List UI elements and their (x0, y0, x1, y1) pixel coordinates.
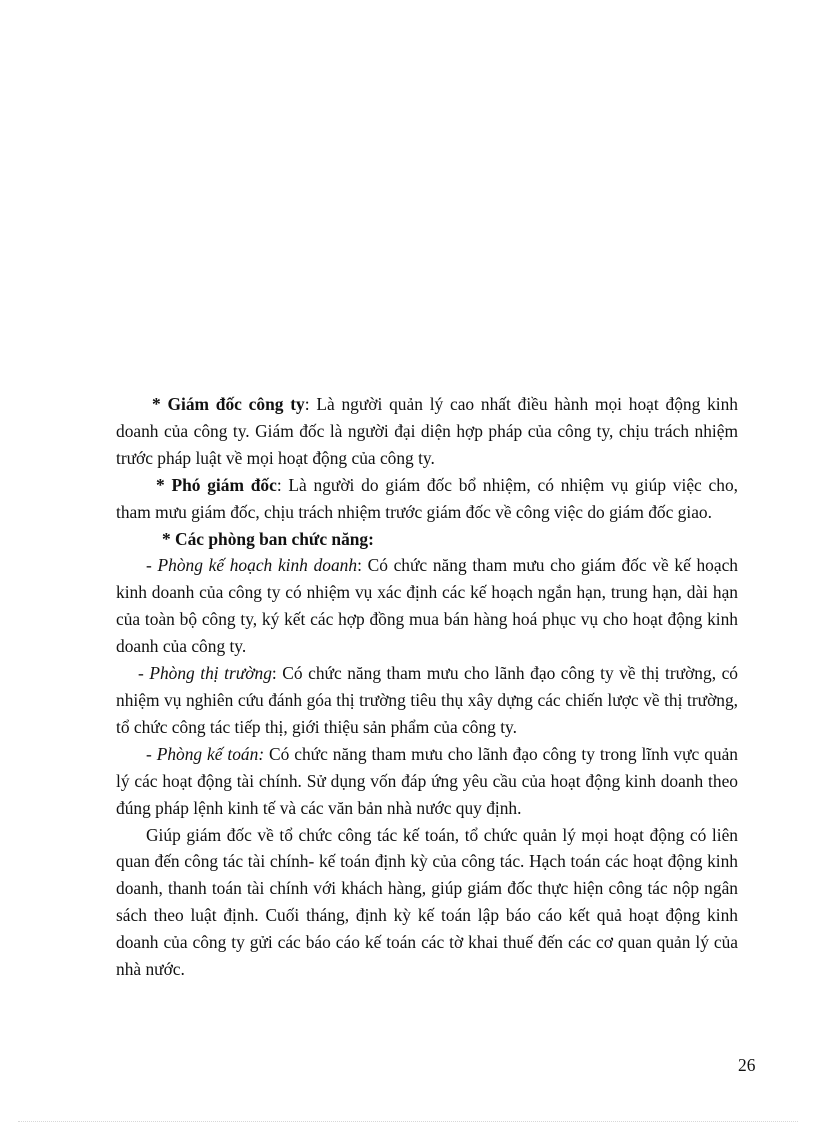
paragraph-giup-giam-doc (116, 822, 738, 983)
page-bottom-divider (18, 1121, 798, 1122)
giup-giam-doc-text: Giúp giám đốc về tổ chức công tác kế toán, tổ chức quản lý mọi hoạt động có liên quan đến công tác tài chính- kế toán định kỳ của công tác. Hạch toán các hoạt động kinh doanh, thanh toán tài chính với khách hàng, giúp giám đốc thực hiện công tác nộp ngân sách theo luật định. Cuối tháng, định kỳ kế toán lập báo cáo kết quả hoạt động kinh doanh của công ty gửi các báo cáo kế toán các tờ khai thuế đến các cơ quan quản lý của nhà nước. (116, 824, 738, 980)
paragraph-phong-ke-hoach (116, 552, 738, 660)
phong-ke-toan-text: Có chức năng tham mưu cho lãnh đạo công ty trong lĩnh vực quản lý các hoạt động tài chính. Sử dụng vốn đáp ứng yêu cầu của hoạt động kinh doanh theo đúng pháp lệnh kinh tế và các văn bản nhà nước quy định. (116, 743, 738, 818)
phong-thi-truong-dash: - (138, 663, 150, 684)
page-number: 26 (738, 1055, 756, 1075)
phong-ke-hoach-lead: Phòng kế hoạch kinh doanh (157, 555, 358, 576)
paragraph-giam-doc (116, 391, 738, 472)
phong-ke-hoach-dash: - (146, 555, 158, 576)
heading-cac-phong-ban (116, 526, 738, 553)
phong-thi-truong-lead: Phòng thị trường (149, 663, 272, 684)
pho-giam-doc-text: : Là người do giám đốc bổ nhiệm, có nhiệm vụ giúp việc cho, tham mưu giám đốc, chịu trách nhiệm trước giám đốc về công việc do giám đốc giao. (116, 474, 738, 522)
paragraph-pho-giam-doc (116, 472, 738, 526)
giam-doc-text: : Là người quản lý cao nhất điều hành mọi hoạt động kinh doanh của công ty. Giám đốc là người đại diện hợp pháp của công ty, chịu trách nhiệm trước pháp luật về mọi hoạt động của công ty. (116, 394, 738, 468)
document-body (116, 391, 738, 983)
phong-ke-toan-lead: Phòng kế toán: (156, 743, 265, 764)
paragraph-phong-ke-toan (116, 741, 738, 822)
phong-thi-truong-text: : Có chức năng tham mưu cho lãnh đạo công ty về thị trường, có nhiệm vụ nghiên cứu đánh góa thị trường tiêu thụ xây dựng các chiến lược về thị trường, tổ chức công tác tiếp thị, giới thiệu sản phẩm của công ty. (116, 663, 738, 737)
phong-ke-toan-dash: - (146, 743, 157, 764)
paragraph-phong-thi-truong (116, 660, 738, 741)
pho-giam-doc-lead: * Phó giám đốc (156, 474, 277, 495)
giam-doc-lead: * Giám đốc công ty (152, 394, 305, 414)
cac-phong-ban-heading: * Các phòng ban chức năng: (162, 528, 374, 549)
phong-ke-hoach-text: : Có chức năng tham mưu cho giám đốc về kế hoạch kinh doanh của công ty có nhiệm vụ xác định các kế hoạch ngắn hạn, trung hạn, dài hạn của toàn bộ công ty, ký kết các hợp đồng mua bán hàng hoá phục vụ cho hoạt động kinh doanh của công ty. (116, 555, 739, 657)
